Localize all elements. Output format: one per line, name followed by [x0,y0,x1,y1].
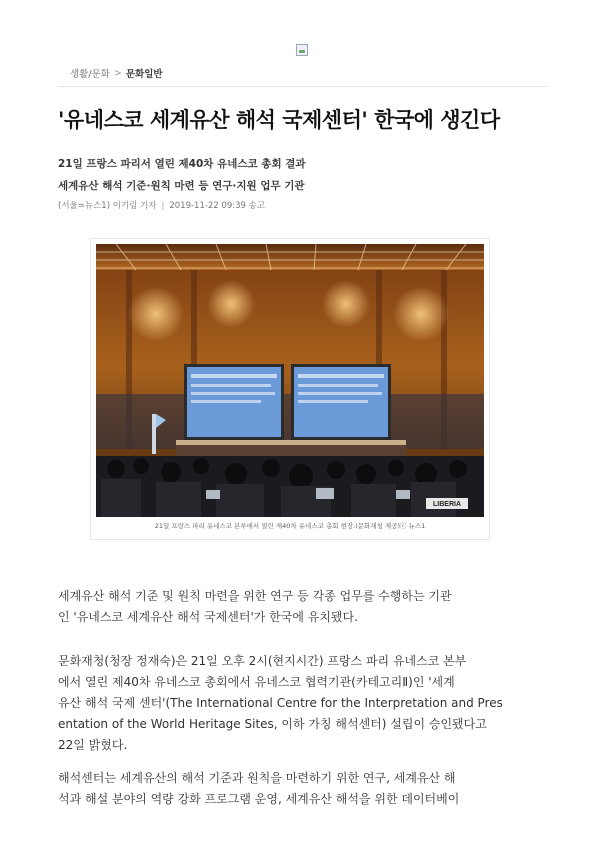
article-paragraph [58,586,518,628]
article-subtitle: 세계유산 해석 기준·원칙 마련 등 연구·지원 업무 기관 [58,180,305,192]
breadcrumb [70,66,163,80]
article-figure [90,238,490,540]
paragraph-line: 22일 밝혔다. [58,738,128,752]
byline-source: (서울=뉴스1) 이기림 기자 [58,201,157,211]
photo-caption: 21일 프랑스 파리 유네스코 본부에서 열린 제40차 유네스코 총회 현장.(문화재청 제공)ⓒ 뉴스1 [154,522,426,530]
article-paragraph [58,651,518,756]
byline-timestamp: 2019-11-22 09:39 송고 [169,201,266,211]
conference-hall-photo [96,244,484,517]
breadcrumb-section-link[interactable]: 생활/문화 [70,69,110,80]
article-photo[interactable] [96,244,484,517]
desk-nameplate: LIBERIA [433,501,461,508]
byline [58,199,265,211]
paragraph-line: 유산 해석 국제 센터'(The International Centre for the Interpretation and Pres [58,696,503,710]
article-paragraph [58,768,518,810]
paragraph-line: 해석센터는 세계유산의 해석 기준과 원칙을 마련하기 위한 연구, 세계유산 해 [58,771,456,785]
byline-divider: | [161,201,165,211]
paragraph-line: 인 '유네스코 세계유산 해석 국제센터'가 한국에 유치됐다. [58,610,358,624]
breadcrumb-separator: > [113,67,122,79]
article-title: '유네스코 세계유산 해석 국제센터' 한국에 생긴다 [58,108,500,132]
header-divider [58,86,548,87]
broken-image-icon [296,44,308,56]
paragraph-line: 세계유산 해석 기준 및 원칙 마련을 위한 연구 등 각종 업무를 수행하는 기관 [58,589,452,603]
paragraph-line: 석과 해설 분야의 역량 강화 프로그램 운영, 세계유산 해석을 위한 데이터베이 [58,792,460,806]
paragraph-line: 문화재청(청장 정재숙)은 21일 오후 2시(현지시간) 프랑스 파리 유네스코 본부 [58,654,467,668]
article-subtitle: 21일 프랑스 파리서 열린 제40차 유네스코 총회 결과 [58,158,306,170]
breadcrumb-current-link[interactable]: 문화일반 [125,69,163,80]
paragraph-line: 에서 열린 제40차 유네스코 총회에서 유네스코 협력기관(카테고리Ⅱ)인 '세계 [58,675,455,689]
paragraph-line: entation of the World Heritage Sites, 이하 가칭 해석센터) 설립이 승인됐다고 [58,717,487,731]
